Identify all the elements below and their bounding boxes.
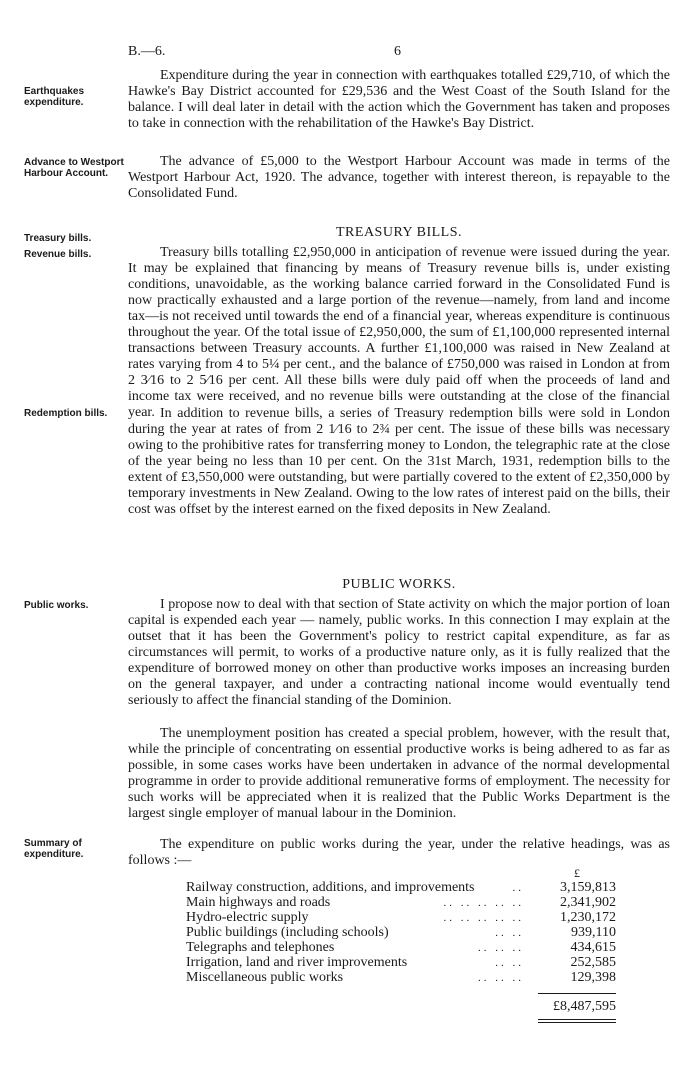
page-number: 6	[394, 44, 401, 59]
table-row	[186, 911, 616, 925]
expenditure-table	[186, 866, 616, 1056]
margin-note-westport: Advance to Westport Harbour Account.	[24, 157, 124, 179]
table-row	[186, 881, 616, 895]
margin-note-revenue-bills: Revenue bills.	[24, 249, 92, 260]
row-amount: 939,110	[571, 925, 616, 940]
margin-note-summary: Summary of expenditure.	[24, 838, 84, 860]
paragraph-summary-intro: The expenditure on public works during the year, under the relative headings, was as follows :—	[128, 837, 670, 868]
row-label: Hydro-electric supply	[186, 910, 309, 925]
row-leader: .. .. ..	[478, 942, 524, 954]
margin-note-redemption-bills: Redemption bills.	[24, 408, 108, 419]
row-leader: .. .. .. .. ..	[443, 897, 524, 909]
margin-note-public-works: Public works.	[24, 600, 89, 611]
section-summary-intro	[128, 837, 670, 869]
margin-note-treasury-bills: Treasury bills.	[24, 233, 92, 244]
paragraph-public-works-1: I propose now to deal with that section of State activity on which the major portion of loan capital is expended each year — namely, public works. In this connection I may explain at the outset that it has been the Government's policy to restrict capital expenditure, as far as circumstances will permit, to works of a productive nature only, as it is fully realized that the expenditure of borrowed money on other than productive works imposes an increasing burden on the general taxpayer, and under a contracting national income would eventually tend seriously to affect the financial standing of the Dominion.	[128, 597, 670, 708]
row-label: Public buildings (including schools)	[186, 925, 389, 940]
row-label: Main highways and roads	[186, 895, 331, 910]
paragraph-revenue-bills: Treasury bills totalling £2,950,000 in anticipation of revenue were issued during the year. It may be explained that financing by means of Treasury revenue bills is, under existing conditions, unavoidable, as the working balance carried forward in the Consolidated Fund is now practically exhausted and a large portion of the revenue—namely, from land and income tax—is not received until towards the end of a financial year, whereas expenditure is continuous throughout the year. Of the total issue of £2,950,000, the sum of £1,100,000 represented internal transactions between Treasury accounts. A further £1,100,000 was raised in New Zealand at rates varying from 4 to 5¼ per cent., and the balance of £750,000 was raised in London at from 2 3⁄16 to 2 5⁄16 per cent. All these bills were duly paid off when the proceeds of land and income tax were received, and no revenue bills were outstanding at the close of the financial year.	[128, 245, 670, 420]
row-amount: 129,398	[570, 970, 616, 985]
row-amount: 252,585	[570, 955, 616, 970]
total-double-rule-bottom	[538, 1022, 616, 1023]
paragraph-redemption-bills: In addition to revenue bills, a series of Treasury redemption bills were sold in London during the year at rates of from 2 1⁄16 to 2¾ per cent. The issue of these bills was necessary owing to the prohibitive rates for transferring money to London, the telegraphic rate at the close of the year being no less than 10 per cent. On the 31st March, 1931, redemption bills to the extent of £3,550,000 were outstanding, but were partially covered to the extent of £2,350,000 by temporary investments in New Zealand. Owing to the low rates of interest paid on the bills, their cost was offset by the interest earned on the fixed deposits in New Zealand.	[128, 406, 670, 517]
margin-note-earthquakes: Earthquakes expenditure.	[24, 86, 85, 108]
row-leader: .. ..	[495, 927, 524, 939]
table-row	[186, 941, 616, 955]
table-row	[186, 956, 616, 970]
treasury-bills-heading: TREASURY BILLS.	[336, 225, 462, 240]
section-westport	[128, 154, 670, 202]
section-public-works-1	[128, 597, 670, 709]
public-works-heading-wrap	[128, 577, 670, 593]
row-label: Miscellaneous public works	[186, 970, 344, 985]
row-amount: 3,159,813	[560, 880, 616, 895]
table-row	[186, 896, 616, 910]
document-reference: B.—6.	[128, 44, 166, 59]
page-header	[128, 44, 660, 64]
row-leader: .. .. ..	[478, 972, 524, 984]
expenditure-total: £8,487,595	[553, 999, 616, 1014]
treasury-bills-heading-wrap	[128, 225, 670, 241]
row-leader: .. .. .. .. ..	[443, 912, 524, 924]
section-revenue-bills	[128, 245, 670, 421]
currency-header: £	[574, 866, 580, 880]
paragraph-earthquakes: Expenditure during the year in connection with earthquakes totalled £29,710, of which the Hawke's Bay District accounted for £29,536 and the West Coast of the South Island for the balance. I will deal later in detail with the action which the Government has taken and proposes to take in connection with the rehabilitation of the Hawke's Bay District.	[128, 68, 670, 131]
row-leader: ..	[512, 882, 524, 894]
section-earthquakes	[128, 68, 670, 132]
row-label: Railway construction, additions, and improvements	[186, 880, 475, 895]
row-leader: .. ..	[495, 957, 524, 969]
total-double-rule-top	[538, 1019, 616, 1020]
paragraph-westport: The advance of £5,000 to the Westport Harbour Account was made in terms of the Westport Harbour Act, 1920. The advance, together with interest thereon, is repayable to the Consolidated Fund.	[128, 154, 670, 201]
row-amount: 434,615	[570, 940, 616, 955]
table-row	[186, 926, 616, 940]
section-public-works-2	[128, 726, 670, 822]
row-amount: 2,341,902	[560, 895, 616, 910]
table-row	[186, 971, 616, 985]
paragraph-public-works-2: The unemployment position has created a special problem, however, with the result that, while the principle of concentrating on essential productive works is being adhered to as far as possible, in some cases works have been undertaken in advance of the normal developmental programme in order to provide additional remunerative forms of employment. The necessity for such works will be appreciated when it is realized that the Public Works Department is the largest single employer of manual labour in the Dominion.	[128, 726, 670, 821]
subtotal-rule	[538, 993, 616, 994]
public-works-heading: PUBLIC WORKS.	[342, 577, 456, 592]
row-amount: 1,230,172	[560, 910, 616, 925]
section-redemption-bills	[128, 406, 670, 518]
row-label: Telegraphs and telephones	[186, 940, 335, 955]
row-label: Irrigation, land and river improvements	[186, 955, 408, 970]
